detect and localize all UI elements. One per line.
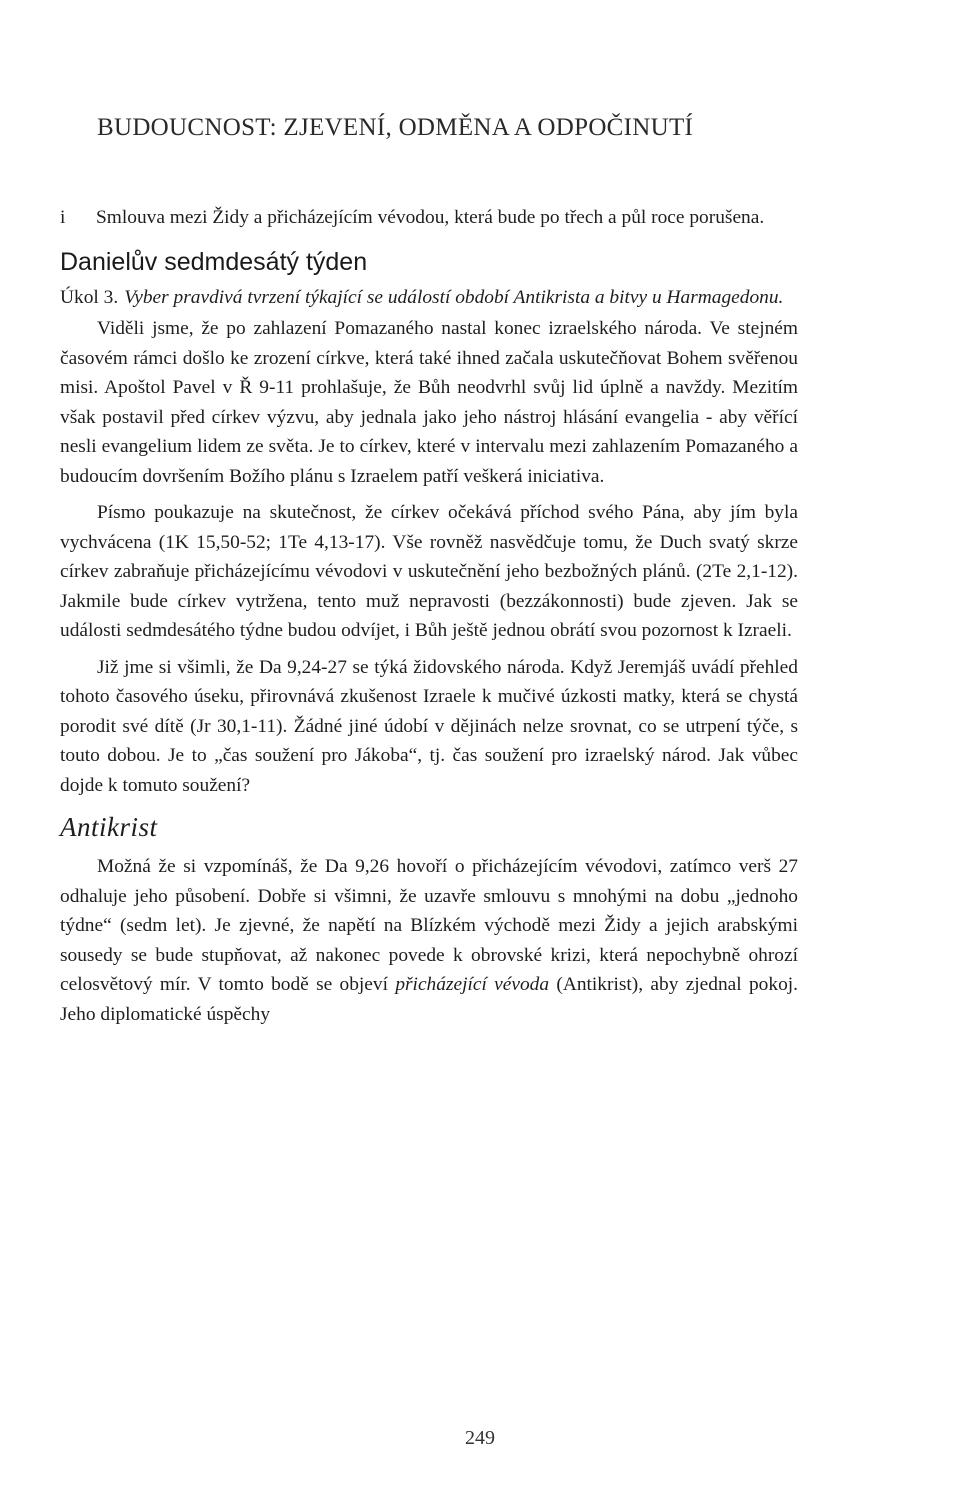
- list-item-text: Smlouva mezi Židy a přicházejícím vévodou, která bude po třech a půl roce porušena.: [96, 207, 765, 228]
- paragraph-4-text-a: Možná že si vzpomínáš, že Da 9,26 hovoří o přicházejícím vévodovi, zatímco verš 27 odhaluje jeho působení. Dobře si všimni, že uzavře smlouvu s mnohými na dobu „jednoho týdne“ (sedm let). Je zjevné, že napětí na Blízkém východě mezi Židy a jejich arabskými sousedy se bude stupňovat, až nakonec povede k obrovské krizi, která nepochybně ohrozí celosvětový mír. V tomto bodě se objeví: [60, 856, 798, 995]
- task-instruction: [60, 283, 798, 313]
- task-label: Úkol 3.: [60, 286, 119, 308]
- paragraph-4: [60, 852, 798, 1029]
- list-item: [60, 203, 798, 233]
- paragraph-3: Již jme si všimli, že Da 9,24-27 se týká židovského národa. Když Jeremjáš uvádí přehled tohoto časového úseku, přirovnává zkušenost Izraele k mučivé úzkosti matky, která se chystá porodit své dítě (Jr 30,1-11). Žádné jiné údobí v dějinách nelze srovnat, co se utrpení týče, s touto dobou. Je to „čas soužení pro Jákoba“, tj. čas soužení pro izraelský národ. Jak vůbec dojde k tomuto soužení?: [60, 656, 798, 796]
- paragraph-4-emphasis: přicházející vévoda: [395, 974, 550, 995]
- list-marker: i: [60, 207, 66, 228]
- section-heading-daniel: Danielův sedmdesátý týden: [60, 247, 368, 276]
- paragraph-1: Viděli jsme, že po zahlazení Pomazaného nastal konec izraelského národa. Ve stejném časovém rámci došlo ke zrození církve, která také ihned začala uskutečňovat Bohem svěřenou misi. Apoštol Pavel v Ř 9-11 prohlašuje, že Bůh neodvrhl svůj lid úplně a navždy. Mezitím však postavil před církev výzvu, aby jednala jako jeho nástroj hlásání evangelia - aby věřící nesli evangelium lidem ze světa. Je to církev, které v intervalu mezi zahlazením Pomazaného a budoucím dovršením Božího plánu s Izraelem patří veškerá iniciativa.: [60, 318, 798, 487]
- page-number: 249: [465, 1427, 495, 1449]
- task-text: Vyber pravdivá tvrzení týkající se událostí období Antikrista a bitvy u Harmagedonu.: [124, 286, 784, 308]
- page-content: [60, 203, 798, 1029]
- paragraph-4-text-b: (Antikrist), aby zjednal pokoj. Jeho diplomatické úspěchy: [60, 974, 798, 1025]
- paragraph-2: Písmo poukazuje na skutečnost, že církev očekává příchod svého Pána, aby jím byla vychvácena (1K 15,50-52; 1Te 4,13-17). Vše rovněž nasvědčuje tomu, že Duch svatý skrze církev zabraňuje přicházejícímu vévodovi v uskutečnění jeho bezbožných plánů. (2Te 2,1-12). Jakmile bude církev vytržena, tento muž nepravosti (bezzákonnosti) bude zjeven. Jak se události sedmdesátého týdne budou odvíjet, i Bůh ještě jednou obrátí svou pozornost k Izraeli.: [60, 502, 798, 641]
- running-head: BUDOUCNOST: ZJEVENÍ, ODMĚNA A ODPOČINUTÍ: [97, 114, 694, 141]
- section-heading-antikrist: Antikrist: [60, 812, 158, 842]
